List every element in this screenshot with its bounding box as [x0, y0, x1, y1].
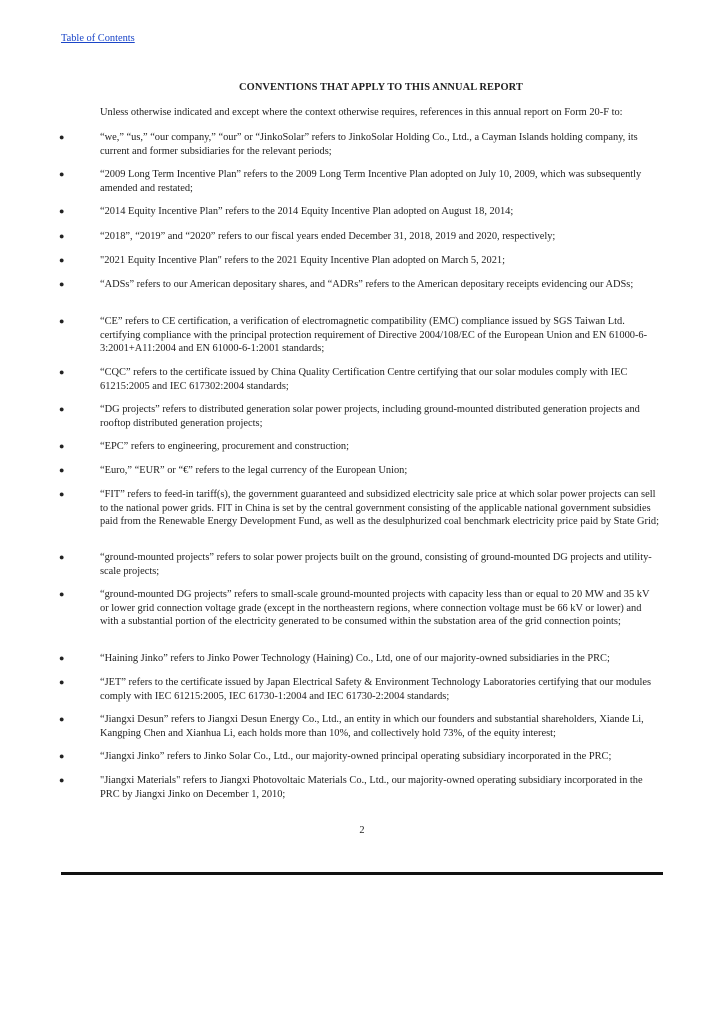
bullet-icon: ●	[59, 169, 65, 179]
bullet-icon: ●	[59, 255, 65, 265]
bullet-icon: ●	[59, 206, 65, 216]
list-item-text: "2021 Equity Incentive Plan" refers to the 2021 Equity Incentive Plan adopted on March 5, 2021;	[100, 255, 505, 266]
table-of-contents-link[interactable]: Table of Contents	[61, 33, 135, 44]
list-item-text: “ADSs” refers to our American depositary shares, and “ADRs” refers to the American depositary receipts evidencing our ADSs;	[100, 279, 634, 290]
bullet-icon: ●	[59, 316, 65, 326]
bullet-icon: ●	[59, 714, 65, 724]
list-item-text: “EPC” refers to engineering, procurement and construction;	[100, 441, 349, 452]
page-title: CONVENTIONS THAT APPLY TO THIS ANNUAL REPORT	[239, 82, 523, 93]
bullet-icon: ●	[59, 367, 65, 377]
bullet-icon: ●	[59, 552, 65, 562]
list-item-text: “DG projects” refers to distributed generation solar power projects, including ground-mounted distributed generation projects and rooftop distributed generation projects;	[100, 404, 640, 429]
bullet-icon: ●	[59, 653, 65, 663]
list-item-text: “we,” “us,” “our company,” “our” or “JinkoSolar” refers to JinkoSolar Holding Co., Ltd., a Cayman Islands holding company, its current and former subsidiaries for the relevant periods;	[100, 132, 638, 157]
list-item-text: “ground-mounted DG projects” refers to small-scale ground-mounted projects with capacity less than or equal to 20 MW and 35 kV or lower grid connection voltage grade (except in the northeastern regions, where connection voltage must be 66 kV or lower) and with a substantial portion of the electricity generated to be consumed within the substation area of the grid connection points;	[100, 589, 650, 627]
list-item-text: “CE” refers to CE certification, a verification of electromagnetic compatibility (EMC) compliance issued by SGS Taiwan Ltd. certifying compliance with the principal protection requirement of Directive 2004/108/EC of the European Union and EN 61000-6-3:2001+A11:2004 and EN 61000-6-1:2001 standards;	[100, 316, 648, 354]
list-item-text: “JET” refers to the certificate issued by Japan Electrical Safety & Environment Technology Laboratories certifying that our modules comply with IEC 61215:2005, IEC 61730-1:2004 and IEC 61730-2:2004 standards;	[100, 677, 652, 702]
list-item-text: “Euro,” “EUR” or “€” refers to the legal currency of the European Union;	[100, 465, 408, 476]
list-item-text: “CQC” refers to the certificate issued by China Quality Certification Centre certifying that our solar modules comply with IEC 61215:2005 and IEC 617302:2004 standards;	[100, 367, 628, 392]
list-item-text: “ground-mounted projects” refers to solar power projects built on the ground, consisting of ground-mounted DG projects and utility-scale projects;	[100, 552, 652, 577]
intro-paragraph: Unless otherwise indicated and except where the context otherwise requires, references in this annual report on Form 20-F to:	[100, 107, 623, 118]
bullet-icon: ●	[59, 404, 65, 414]
list-item-text: "Jiangxi Materials" refers to Jiangxi Photovoltaic Materials Co., Ltd., our majority-owned operating subsidiary incorporated in the PRC by Jiangxi Jinko on December 1, 2010;	[100, 775, 643, 800]
list-item-text: “2009 Long Term Incentive Plan” refers to the 2009 Long Term Incentive Plan adopted on July 10, 2009, which was subsequently amended and restated;	[100, 169, 642, 194]
bullet-icon: ●	[59, 489, 65, 499]
list-item-text: “FIT” refers to feed-in tariff(s), the government guaranteed and subsidized electricity sale price at which solar power projects can sell to the national power grids. FIT in China is set by the central government consisting of the applicable national government subsidies paid from the Renewable Energy Development Fund, as well as the desulphurized coal benchmark electricity price paid by State Grid;	[100, 489, 659, 527]
bullet-icon: ●	[59, 677, 65, 687]
page-number: 2	[359, 825, 365, 836]
list-item-text: “2018”, “2019” and “2020” refers to our fiscal years ended December 31, 2018, 2019 and 2020, respectively;	[100, 231, 556, 242]
list-item-text: “Haining Jinko” refers to Jinko Power Technology (Haining) Co., Ltd, one of our majority-owned subsidiaries in the PRC;	[100, 653, 610, 664]
bullet-icon: ●	[59, 465, 65, 475]
bullet-icon: ●	[59, 231, 65, 241]
list-item-text: “2014 Equity Incentive Plan” refers to the 2014 Equity Incentive Plan adopted on August 18, 2014;	[100, 206, 514, 217]
bullet-icon: ●	[59, 775, 65, 785]
bullet-icon: ●	[59, 132, 65, 142]
bullet-icon: ●	[59, 441, 65, 451]
list-item-text: “Jiangxi Desun” refers to Jiangxi Desun Energy Co., Ltd., an entity in which our founders and substantial shareholders, Xiande Li, Kangping Chen and Xianhua Li, each holds more than 10%, and collectively hold 73%, of the equity interest;	[100, 714, 644, 739]
bullet-icon: ●	[59, 589, 65, 599]
footer-rule	[61, 872, 663, 875]
bullet-icon: ●	[59, 279, 65, 289]
bullet-icon: ●	[59, 751, 65, 761]
list-item-text: “Jiangxi Jinko” refers to Jinko Solar Co., Ltd., our majority-owned principal operating subsidiary incorporated in the PRC;	[100, 751, 612, 762]
